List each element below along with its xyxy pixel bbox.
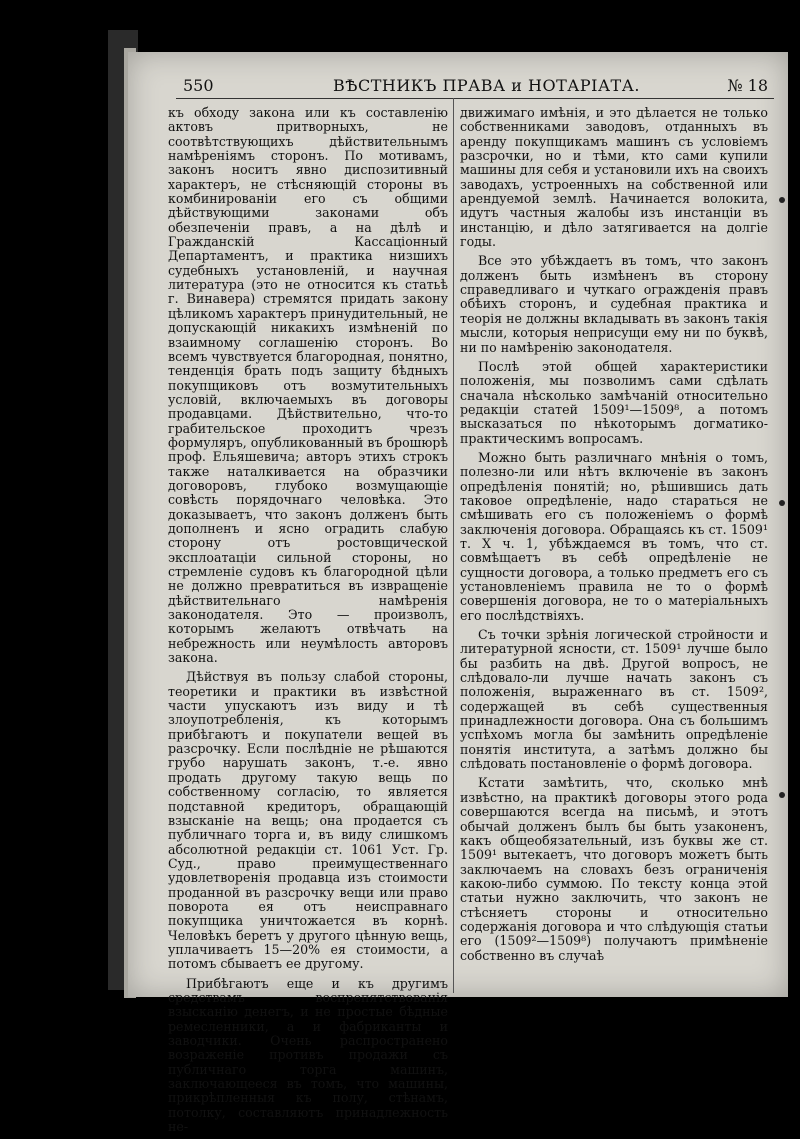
paragraph: Послѣ этой общей характеристики положенія, мы позволимъ сами сдѣлать сначала нѣсколько замѣчаній относительно редакціи статей 1509¹—1509⁸, а потомъ высказаться по нѣкоторымъ догматико-практическимъ вопросамъ. <box>460 358 768 446</box>
paragraph: Можно быть различнаго мнѣнія о томъ, полезно-ли или нѣтъ включеніе въ законъ опредѣленія понятій; но, рѣшившись дать таковое опредѣленіе, надо стараться не смѣшивать его съ положеніемъ о формѣ заключенія договора. Обращаясь къ ст. 1509¹ т. X ч. 1, убѣждаемся въ томъ, что ст. совмѣщаетъ въ себѣ опредѣленіе не сущности договора, а только предметъ его съ установленіемъ правила не то о формѣ совершенія договора, не то о матеріальныхъ его послѣдствіяхъ. <box>460 449 768 623</box>
column-divider <box>453 98 454 993</box>
binding-mark <box>779 792 785 798</box>
paragraph: Все это убѣждаетъ въ томъ, что законъ долженъ быть измѣненъ въ сторону справедливаго и чуткаго огражденія правъ обѣихъ сторонъ, и судебная практика и теорія не должны вкладывать въ законъ такія мысли, которыя неприсущи ему ни по буквѣ, ни по намѣренію законодателя. <box>460 253 768 355</box>
left-column <box>168 106 448 1139</box>
issue-number: № 18 <box>727 76 768 95</box>
paragraph: Дѣйствуя въ пользу слабой стороны, теоретики и практики въ извѣстной части упускаютъ изъ виду и тѣ злоупотребленія, къ которымъ прибѣгаютъ и покупатели вещей въ разсрочку. Если послѣдніе не рѣшаются грубо нарушать законъ, т.-е. явно продать другому такую вещь по собственному согласію, то является подставной кредиторъ, обращающій взысканіе на вещь; она продается съ публичнаго торга и, въ виду слишкомъ абсолютной редакціи ст. 1061 Уст. Гр. Суд., право преимущественнаго удовлетворенія продавца изъ стоимости проданной въ разсрочку вещи или право поворота ея отъ неисправнаго покупщика уничтожается въ корнѣ. Человѣкъ беретъ у другого цѣнную вещь, уплачиваетъ 15—20% ея стоимости, а потомъ сбываетъ ее другому. <box>168 669 448 972</box>
binding-mark <box>779 197 785 203</box>
paragraph: Съ точки зрѣнія логической стройности и литературной ясности, ст. 1509¹ лучше было бы разбить на двѣ. Другой вопросъ, не слѣдовало-ли лучше начать законъ съ положенія, выраженнаго въ ст. 1509², содержащей въ себѣ существенныя принадлежности договора. Она съ большимъ успѣхомъ могла бы замѣнить опредѣленіе понятія института, а затѣмъ должно бы слѣдовать постановленіе о формѣ договора. <box>460 627 768 772</box>
paragraph: къ обходу закона или къ составленію актовъ притворныхъ, не соотвѣтствующихъ дѣйствительнымъ намѣреніямъ сторонъ. По мотивамъ, законъ носитъ явно диспозитивный характеръ, не стѣсняющій стороны въ комбинированіи его съ общими дѣйствующими законами объ обезпеченіи правъ, а на дѣлѣ и Гражданскій Кассаціонный Департаментъ, и практика низшихъ судебныхъ установленій, и научная литература (это не относится къ статьѣ г. Винавера) стремятся придать закону цѣликомъ характеръ принудительный, не допускающій никакихъ измѣненій по взаимному соглашенію сторонъ. Во всемъ чувствуется благородная, понятно, тенденція брать подъ защиту бѣдныхъ покупщиковъ отъ возмутительныхъ условій, включаемыхъ въ договоры продавцами. Дѣйствительно, что-то грабительское проходитъ чрезъ формуляръ, опубликованный въ брошюрѣ проф. Ельяшевича; авторъ этихъ строкъ также наталкивается на образчики договоровъ, глубоко возмущающіе совѣсть порядочнаго человѣка. Это доказываетъ, что законъ долженъ быть дополненъ и ясно оградить слабую сторону отъ ростовщической эксплоатаціи сильной стороны, но стремленіе судовъ къ благородной цѣли не должно превратиться въ извращеніе дѣйствительнаго намѣренія законодателя. Это — произволъ, которымъ желаютъ отвѣчать на небрежность или неумѣлость авторовъ закона. <box>168 105 449 666</box>
journal-title: ВѢСТНИКЪ ПРАВА и НОТАРІАТА. <box>333 76 640 95</box>
page-number: 550 <box>183 76 214 95</box>
paragraph: Кстати замѣтить, что, сколько мнѣ извѣстно, на практикѣ договоры этого рода совершаются всегда на письмѣ, и этотъ обычай долженъ былъ бы быть узаконенъ, какъ общеобязательный, изъ буквы же ст. 1509¹ вытекаетъ, что договоръ можетъ быть заключаемъ на словахъ безъ ограниченія какою-либо суммою. По тексту конца этой статьи нужно заключить, что законъ не стѣсняетъ стороны и относительно содержанія договора и что слѣдующія статьи его (1509²—1509⁸) получаютъ примѣненіе собственно въ случаѣ <box>460 775 768 963</box>
right-column <box>460 106 768 968</box>
page <box>128 52 788 1135</box>
running-header <box>183 76 768 100</box>
header-rule <box>176 98 774 99</box>
binding-mark <box>779 500 785 506</box>
paragraph: Прибѣгаютъ еще и къ другимъ средствамъ воспрепятствованія взысканію денегъ, и не простые бѣдные ремесленники, а и фабриканты и заводчики. Очень распространено возраженіе противъ продажи съ публичнаго торга машинъ, заключающееся въ томъ, что машины, прикрѣпленныя къ полу, стѣнамъ, потолку, составляютъ принадлежность не- <box>168 975 448 1135</box>
paragraph: движимаго имѣнія, и это дѣлается не только собственниками заводовъ, отданныхъ въ аренду покупщикамъ машинъ съ условіемъ разсрочки, но и тѣми, кто сами купили машины для себя и установили ихъ на своихъ заводахъ, устроенныхъ на собственной или арендуемой землѣ. Начинается волокита, идутъ частныя жалобы изъ инстанціи въ инстанцію, и дѣло затягивается на долгіе годы. <box>460 105 768 250</box>
